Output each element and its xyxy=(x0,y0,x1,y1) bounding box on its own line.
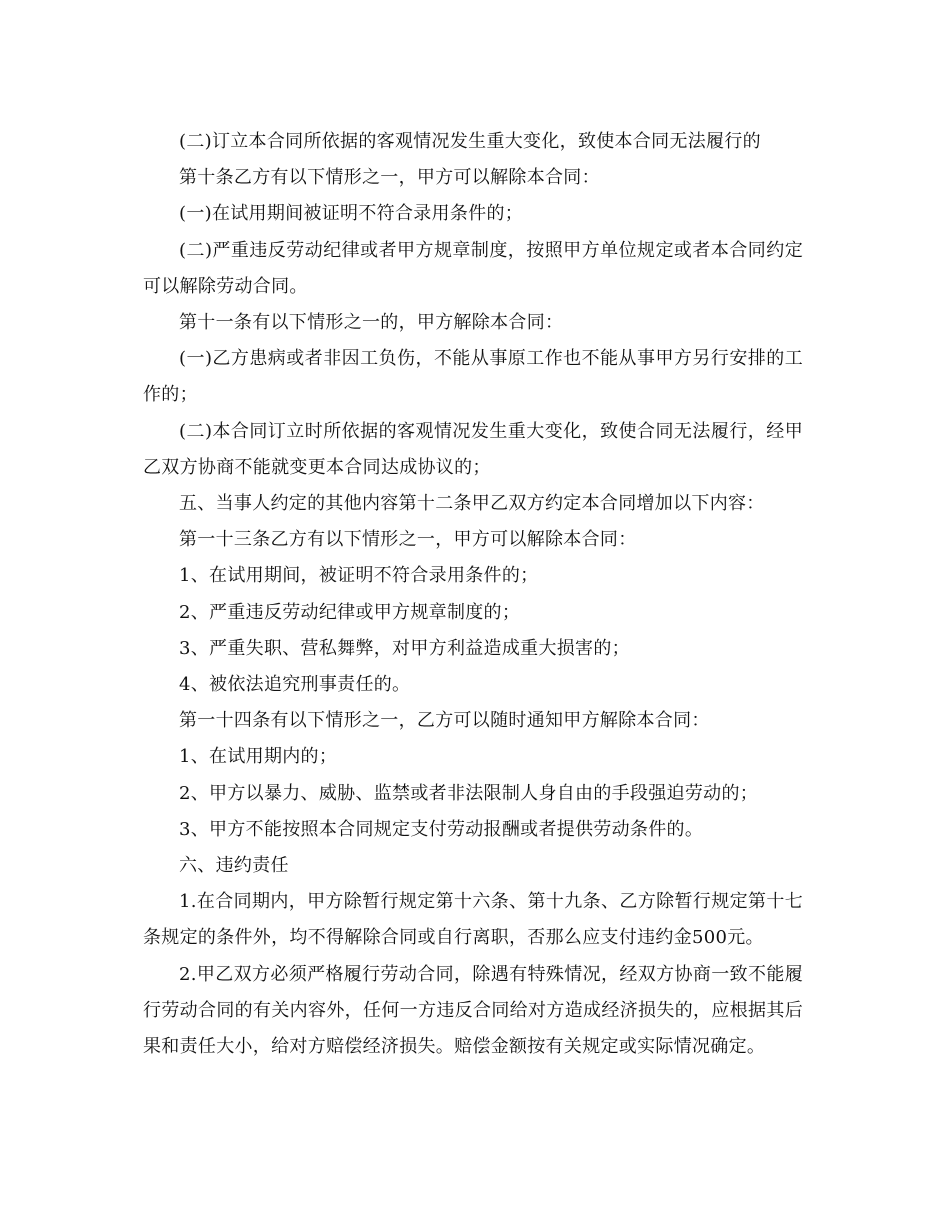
paragraph-article-14-item-3: 3、甲方不能按照本合同规定支付劳动报酬或者提供劳动条件的。 xyxy=(179,818,704,840)
paragraph-article-10-item-2: (二)严重违反劳动纪律或者甲方规章制度，按照甲方单位规定或者本合同约定可以解除劳动合同。 xyxy=(143,239,803,297)
paragraph-article-13: 第一十三条乙方有以下情形之一，甲方可以解除本合同： xyxy=(179,529,637,551)
paragraph-section-5: 五、当事人约定的其他内容第十二条甲乙双方约定本合同增加以下内容： xyxy=(179,493,765,515)
paragraph-liability-1: 1.在合同期内，甲方除暂行规定第十六条、第十九条、乙方除暂行规定第十七条规定的条件外，均不得解除合同或自行离职，否那么应支付违约金500元。 xyxy=(143,891,803,949)
paragraph-article-14-item-2: 2、甲方以暴力、威胁、监禁或者非法限制人身自由的手段强迫劳动的； xyxy=(179,782,759,804)
paragraph-section-6-heading: 六、违约责任 xyxy=(179,855,289,877)
paragraph-article-14: 第一十四条有以下情形之一，乙方可以随时通知甲方解除本合同： xyxy=(179,710,710,732)
paragraph-article-13-item-2: 2、严重违反劳动纪律或甲方规章制度的； xyxy=(179,601,521,623)
paragraph-article-14-item-1: 1、在试用期内的； xyxy=(179,746,338,768)
paragraph-clause-2-2: (二)订立本合同所依据的客观情况发生重大变化，致使本合同无法履行的 xyxy=(179,131,761,152)
paragraph-article-13-item-3: 3、严重失职、营私舞弊，对甲方利益造成重大损害的； xyxy=(179,637,630,659)
paragraph-article-13-item-4: 4、被依法追究刑事责任的。 xyxy=(179,674,411,696)
paragraph-article-11: 第十一条有以下情形之一的，甲方解除本合同： xyxy=(179,312,564,334)
paragraph-article-11-item-2: (二)本合同订立时所依据的客观情况发生重大变化，致使合同无法履行，经甲乙双方协商不能就变更本合同达成协议的； xyxy=(143,420,803,478)
document-body xyxy=(143,124,803,1065)
paragraph-article-11-item-1: (一)乙方患病或者非因工负伤，不能从事原工作也不能从事甲方另行安排的工作的； xyxy=(143,348,803,406)
paragraph-article-10: 第十条乙方有以下情形之一，甲方可以解除本合同： xyxy=(179,167,600,189)
paragraph-article-13-item-1: 1、在试用期间，被证明不符合录用条件的； xyxy=(179,565,539,587)
paragraph-article-10-item-1: (一)在试用期间被证明不符合录用条件的； xyxy=(179,203,524,225)
paragraph-liability-2: 2.甲乙双方必须严格履行劳动合同，除遇有特殊情况，经双方协商一致不能履行劳动合同的有关内容外，任何一方违反合同给对方造成经济损失的，应根据其后果和责任大小，给对方赔偿经济损失。赔偿金额按有关规定或实际情况确定。 xyxy=(143,963,803,1058)
